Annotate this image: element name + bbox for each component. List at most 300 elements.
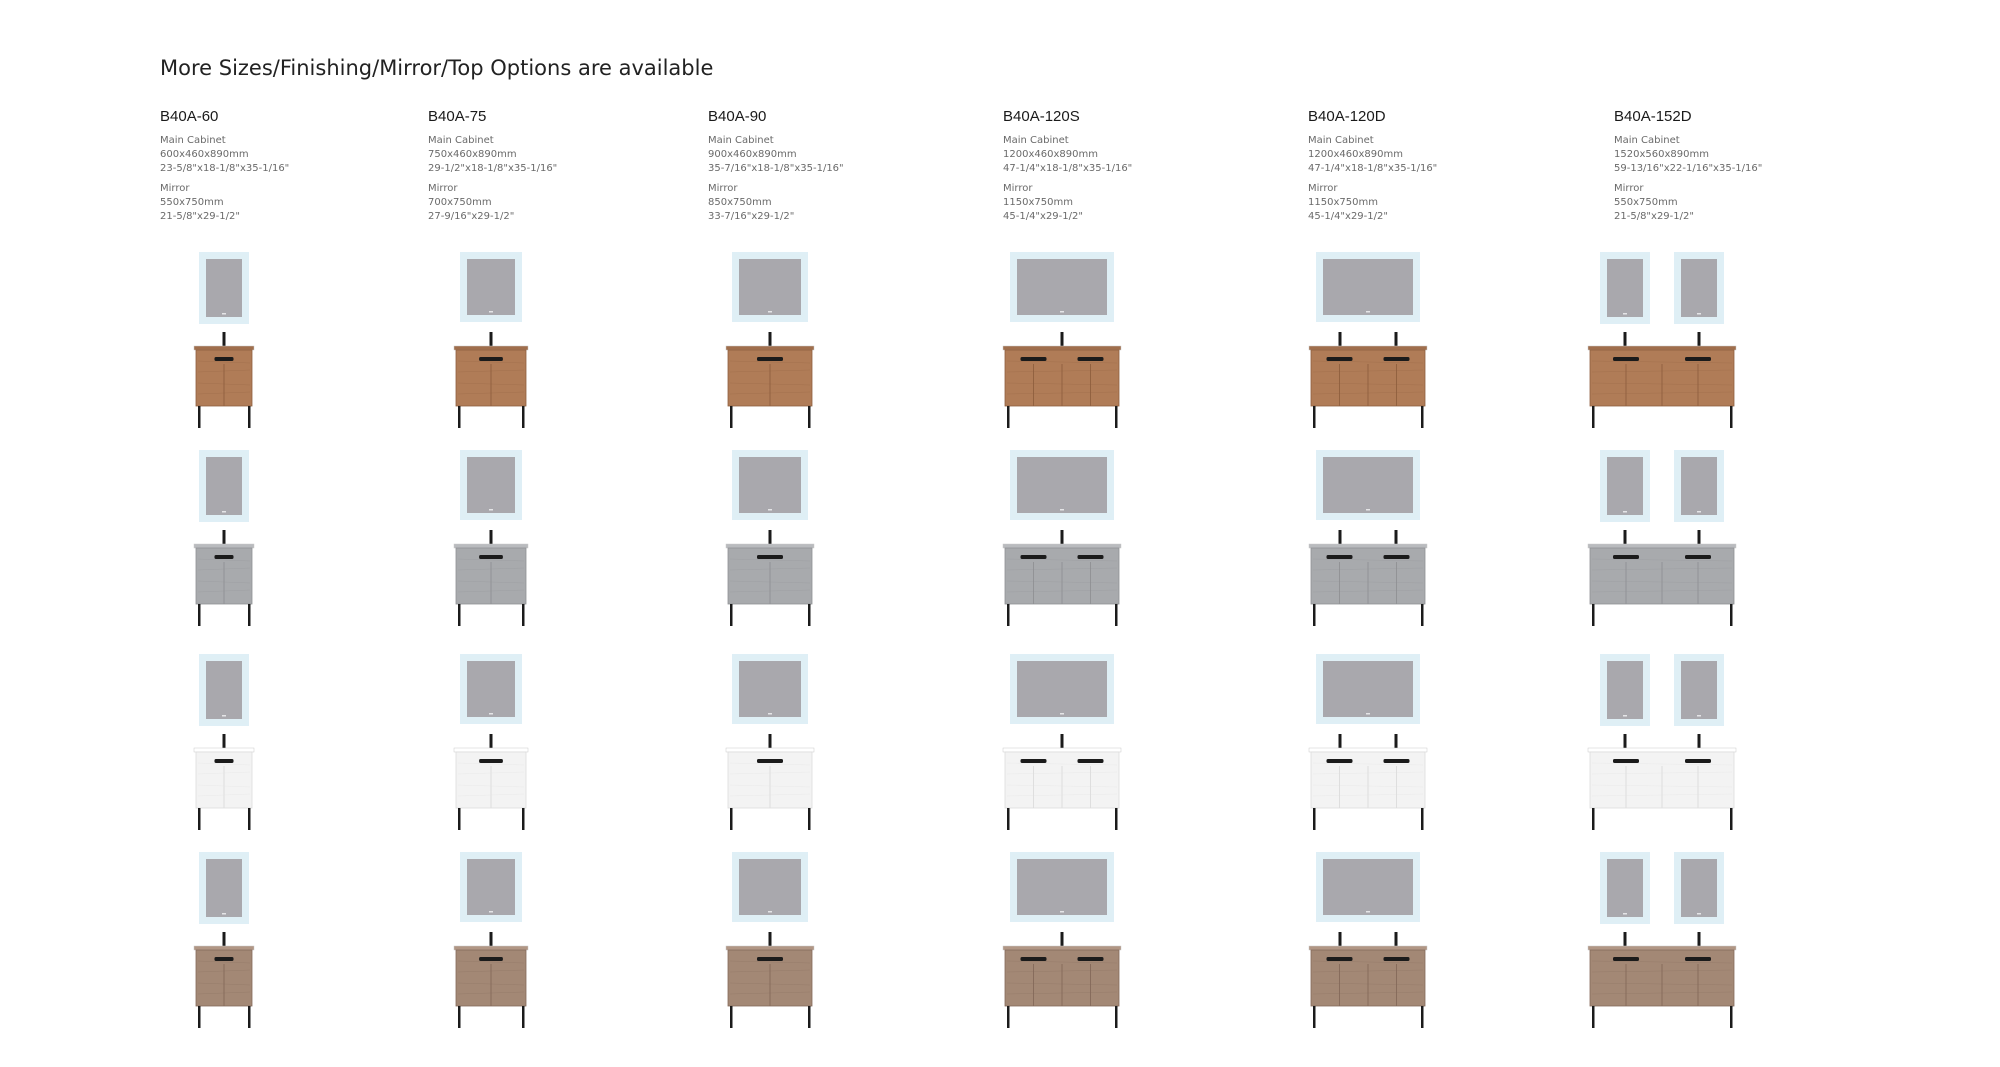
mirror-imperial: 33-7/16"x29-1/2" — [708, 211, 795, 222]
mirror-glass — [739, 259, 801, 315]
mirror-glass — [1607, 859, 1643, 917]
mirror-glass — [1681, 457, 1717, 515]
mirror-glass — [467, 661, 515, 717]
touch-sensor-icon — [768, 311, 772, 313]
cabinet-leg — [1313, 808, 1316, 830]
vanity-image-60-oak — [134, 250, 314, 440]
cabinet-leg — [1730, 604, 1733, 626]
touch-sensor-icon — [1366, 311, 1370, 313]
handle-icon — [1613, 957, 1639, 961]
faucet-icon — [1061, 530, 1064, 544]
touch-sensor-icon — [1623, 511, 1627, 513]
countertop — [1003, 946, 1121, 950]
faucet-icon — [490, 332, 493, 346]
faucet-icon — [223, 734, 226, 748]
mirror-glass — [206, 457, 242, 515]
cabinet-leg — [1007, 808, 1010, 830]
faucet-icon — [1698, 932, 1701, 946]
handle-icon — [1384, 957, 1410, 961]
faucet-icon — [223, 932, 226, 946]
faucet-icon — [1624, 332, 1627, 346]
cabinet-spec — [160, 134, 450, 176]
cabinet-imperial: 23-5/8"x18-1/8"x35-1/16" — [160, 163, 290, 174]
faucet-icon — [1339, 734, 1342, 748]
faucet-icon — [1395, 332, 1398, 346]
countertop — [726, 544, 814, 548]
countertop — [1588, 544, 1736, 548]
countertop — [1309, 346, 1427, 350]
touch-sensor-icon — [1623, 715, 1627, 717]
vanity-image-120s-driftwood — [972, 850, 1152, 1040]
handle-icon — [1613, 357, 1639, 361]
faucet-icon — [769, 734, 772, 748]
countertop — [1588, 748, 1736, 752]
faucet-icon — [1624, 530, 1627, 544]
countertop — [1588, 346, 1736, 350]
vanity-illustration — [1572, 250, 1752, 440]
vanity-illustration — [1278, 652, 1458, 842]
cabinet-metric: 1200x460x890mm — [1308, 149, 1403, 160]
vanity-illustration — [1278, 850, 1458, 1040]
cabinet-leg — [730, 406, 733, 428]
handle-icon — [1685, 957, 1711, 961]
handle-icon — [1078, 957, 1104, 961]
cabinet-leg — [1592, 406, 1595, 428]
countertop — [454, 346, 528, 350]
cabinet-leg — [248, 604, 251, 626]
cabinet-leg — [198, 406, 201, 428]
vanity-illustration — [1572, 850, 1752, 1040]
countertop — [194, 346, 254, 350]
mirror-glass — [1017, 859, 1107, 915]
vanity-illustration — [680, 250, 860, 440]
faucet-icon — [223, 530, 226, 544]
model-column-b40a-75 — [428, 108, 718, 230]
cabinet-leg — [522, 1006, 525, 1028]
cabinet-leg — [248, 1006, 251, 1028]
vanity-image-120d-oak — [1278, 250, 1458, 440]
countertop — [454, 544, 528, 548]
mirror — [1010, 450, 1114, 520]
mirror-metric: 850x750mm — [708, 197, 772, 208]
faucet-icon — [1624, 932, 1627, 946]
cabinet-leg — [1421, 406, 1424, 428]
handle-icon — [479, 957, 503, 961]
vanity-image-120s-white — [972, 652, 1152, 842]
model-name: B40A-152D — [1614, 108, 1692, 125]
cabinet-spec — [708, 134, 998, 176]
mirror-spec — [428, 182, 718, 224]
handle-icon — [1685, 555, 1711, 559]
handle-icon — [1384, 759, 1410, 763]
cabinet-leg — [198, 604, 201, 626]
touch-sensor-icon — [1366, 509, 1370, 511]
countertop — [726, 346, 814, 350]
handle-icon — [214, 759, 233, 763]
model-name: B40A-60 — [160, 108, 219, 125]
cabinet-leg — [1115, 406, 1118, 428]
vanity-illustration — [401, 448, 581, 638]
handle-icon — [1021, 555, 1047, 559]
handle-icon — [757, 357, 783, 361]
mirror — [1316, 450, 1420, 520]
cabinet-imperial: 47-1/4"x18-1/8"x35-1/16" — [1308, 163, 1438, 174]
cabinet-metric: 1200x460x890mm — [1003, 149, 1098, 160]
touch-sensor-icon — [1623, 313, 1627, 315]
vanity-image-75-oak — [401, 250, 581, 440]
handle-icon — [757, 555, 783, 559]
mirror-glass — [1323, 259, 1413, 315]
cabinet-leg — [1421, 1006, 1424, 1028]
cabinet-imperial: 29-1/2"x18-1/8"x35-1/16" — [428, 163, 558, 174]
faucet-icon — [1624, 734, 1627, 748]
touch-sensor-icon — [1697, 313, 1701, 315]
mirror-imperial: 21-5/8"x29-1/2" — [1614, 211, 1694, 222]
mirror — [1010, 252, 1114, 322]
mirror-glass — [1323, 859, 1413, 915]
mirror-imperial: 21-5/8"x29-1/2" — [160, 211, 240, 222]
mirror-label: Mirror — [1308, 183, 1338, 194]
model-column-b40a-120s — [1003, 108, 1293, 230]
cabinet-spec — [1003, 134, 1293, 176]
cabinet-metric: 1520x560x890mm — [1614, 149, 1709, 160]
mirror-glass — [1681, 259, 1717, 317]
handle-icon — [1078, 555, 1104, 559]
cabinet-label: Main Cabinet — [428, 135, 494, 146]
cabinet-leg — [808, 604, 811, 626]
mirror-metric: 1150x750mm — [1003, 197, 1073, 208]
cabinet-label: Main Cabinet — [1614, 135, 1680, 146]
cabinet-leg — [522, 808, 525, 830]
touch-sensor-icon — [1060, 311, 1064, 313]
countertop — [454, 946, 528, 950]
handle-icon — [1685, 357, 1711, 361]
faucet-icon — [1395, 530, 1398, 544]
vanity-image-120d-grey — [1278, 448, 1458, 638]
vanity-illustration — [972, 850, 1152, 1040]
touch-sensor-icon — [222, 715, 226, 717]
countertop — [194, 748, 254, 752]
handle-icon — [214, 357, 233, 361]
vanity-illustration — [1278, 448, 1458, 638]
touch-sensor-icon — [222, 511, 226, 513]
touch-sensor-icon — [1060, 911, 1064, 913]
mirror-glass — [206, 859, 242, 917]
cabinet-leg — [1730, 808, 1733, 830]
model-column-b40a-60 — [160, 108, 450, 230]
touch-sensor-icon — [1697, 511, 1701, 513]
countertop — [1003, 748, 1121, 752]
cabinet-leg — [1592, 808, 1595, 830]
model-column-b40a-120d — [1308, 108, 1598, 230]
countertop — [1588, 946, 1736, 950]
vanity-image-75-white — [401, 652, 581, 842]
cabinet-label: Main Cabinet — [1003, 135, 1069, 146]
faucet-icon — [490, 932, 493, 946]
countertop — [1003, 346, 1121, 350]
handle-icon — [757, 759, 783, 763]
mirror — [1600, 852, 1650, 924]
handle-icon — [1613, 555, 1639, 559]
handle-icon — [1021, 759, 1047, 763]
model-name: B40A-90 — [708, 108, 767, 125]
cabinet-spec — [1614, 134, 1904, 176]
mirror-glass — [1681, 661, 1717, 719]
cabinet-leg — [1592, 604, 1595, 626]
vanity-image-120s-oak — [972, 250, 1152, 440]
faucet-icon — [1339, 932, 1342, 946]
mirror-metric: 550x750mm — [160, 197, 224, 208]
faucet-icon — [1061, 332, 1064, 346]
vanity-image-90-oak — [680, 250, 860, 440]
mirror-glass — [1017, 259, 1107, 315]
vanity-illustration — [680, 652, 860, 842]
mirror-glass — [1323, 661, 1413, 717]
touch-sensor-icon — [489, 911, 493, 913]
vanity-illustration — [1278, 250, 1458, 440]
model-column-b40a-90 — [708, 108, 998, 230]
cabinet-leg — [1730, 406, 1733, 428]
cabinet-label: Main Cabinet — [1308, 135, 1374, 146]
vanity-image-152d-grey — [1572, 448, 1752, 638]
vanity-illustration — [401, 850, 581, 1040]
vanity-image-152d-oak — [1572, 250, 1752, 440]
mirror — [1600, 252, 1650, 324]
countertop — [1309, 544, 1427, 548]
cabinet-leg — [730, 1006, 733, 1028]
mirror — [460, 252, 522, 322]
handle-icon — [1078, 357, 1104, 361]
vanity-image-90-driftwood — [680, 850, 860, 1040]
touch-sensor-icon — [1697, 715, 1701, 717]
cabinet-leg — [458, 604, 461, 626]
vanity-illustration — [1572, 448, 1752, 638]
mirror — [1674, 852, 1724, 924]
model-name: B40A-75 — [428, 108, 487, 125]
cabinet-metric: 900x460x890mm — [708, 149, 797, 160]
mirror — [1674, 450, 1724, 522]
touch-sensor-icon — [222, 313, 226, 315]
touch-sensor-icon — [1366, 713, 1370, 715]
faucet-icon — [769, 932, 772, 946]
cabinet-spec — [1308, 134, 1598, 176]
faucet-icon — [1698, 530, 1701, 544]
handle-icon — [1384, 555, 1410, 559]
mirror — [1600, 450, 1650, 522]
cabinet-leg — [1115, 808, 1118, 830]
vanity-illustration — [680, 448, 860, 638]
vanity-illustration — [401, 652, 581, 842]
countertop — [194, 946, 254, 950]
cabinet-leg — [198, 1006, 201, 1028]
mirror-imperial: 27-9/16"x29-1/2" — [428, 211, 515, 222]
vanity-illustration — [972, 652, 1152, 842]
mirror — [1674, 252, 1724, 324]
mirror — [460, 852, 522, 922]
touch-sensor-icon — [1697, 913, 1701, 915]
mirror-spec — [1614, 182, 1904, 224]
countertop — [726, 748, 814, 752]
vanity-illustration — [972, 250, 1152, 440]
mirror — [460, 654, 522, 724]
mirror-glass — [1607, 661, 1643, 719]
handle-icon — [757, 957, 783, 961]
faucet-icon — [1339, 530, 1342, 544]
page-title: More Sizes/Finishing/Mirror/Top Options are available — [160, 56, 714, 80]
mirror-imperial: 45-1/4"x29-1/2" — [1003, 211, 1083, 222]
cabinet-imperial: 59-13/16"x22-1/16"x35-1/16" — [1614, 163, 1763, 174]
handle-icon — [479, 759, 503, 763]
mirror — [1316, 252, 1420, 322]
vanity-image-90-white — [680, 652, 860, 842]
mirror-metric: 550x750mm — [1614, 197, 1678, 208]
vanity-image-90-grey — [680, 448, 860, 638]
model-name: B40A-120D — [1308, 108, 1386, 125]
touch-sensor-icon — [1623, 913, 1627, 915]
cabinet-label: Main Cabinet — [708, 135, 774, 146]
mirror — [732, 852, 808, 922]
faucet-icon — [1698, 734, 1701, 748]
mirror-glass — [1681, 859, 1717, 917]
handle-icon — [1613, 759, 1639, 763]
vanity-image-60-grey — [134, 448, 314, 638]
handle-icon — [1384, 357, 1410, 361]
mirror — [199, 450, 249, 522]
cabinet-leg — [1007, 406, 1010, 428]
faucet-icon — [490, 734, 493, 748]
faucet-icon — [1395, 734, 1398, 748]
vanity-image-120d-white — [1278, 652, 1458, 842]
mirror-spec — [160, 182, 450, 224]
cabinet-leg — [248, 406, 251, 428]
cabinet-metric: 600x460x890mm — [160, 149, 249, 160]
countertop — [1309, 946, 1427, 950]
vanity-illustration — [134, 850, 314, 1040]
cabinet-metric: 750x460x890mm — [428, 149, 517, 160]
mirror — [199, 654, 249, 726]
cabinet-leg — [1421, 604, 1424, 626]
vanity-image-60-white — [134, 652, 314, 842]
mirror-spec — [708, 182, 998, 224]
cabinet-leg — [1007, 604, 1010, 626]
mirror-glass — [1017, 457, 1107, 513]
mirror-glass — [739, 859, 801, 915]
mirror — [1316, 852, 1420, 922]
faucet-icon — [769, 332, 772, 346]
handle-icon — [214, 957, 233, 961]
vanity-image-120d-driftwood — [1278, 850, 1458, 1040]
touch-sensor-icon — [489, 713, 493, 715]
cabinet-leg — [1730, 1006, 1733, 1028]
mirror-metric: 1150x750mm — [1308, 197, 1378, 208]
mirror — [1010, 852, 1114, 922]
faucet-icon — [769, 530, 772, 544]
cabinet-leg — [730, 808, 733, 830]
mirror — [732, 450, 808, 520]
cabinet-leg — [248, 808, 251, 830]
vanity-illustration — [134, 652, 314, 842]
handle-icon — [1685, 759, 1711, 763]
mirror-label: Mirror — [1003, 183, 1033, 194]
vanity-image-75-driftwood — [401, 850, 581, 1040]
touch-sensor-icon — [222, 913, 226, 915]
mirror-glass — [739, 661, 801, 717]
mirror — [1600, 654, 1650, 726]
handle-icon — [479, 555, 503, 559]
cabinet-leg — [458, 808, 461, 830]
cabinet-leg — [1313, 406, 1316, 428]
mirror-spec — [1308, 182, 1598, 224]
faucet-icon — [1698, 332, 1701, 346]
faucet-icon — [1061, 734, 1064, 748]
handle-icon — [1327, 555, 1353, 559]
cabinet-leg — [808, 406, 811, 428]
handle-icon — [1327, 357, 1353, 361]
vanity-illustration — [134, 250, 314, 440]
touch-sensor-icon — [489, 509, 493, 511]
mirror-glass — [206, 661, 242, 719]
model-name: B40A-120S — [1003, 108, 1080, 125]
faucet-icon — [1061, 932, 1064, 946]
handle-icon — [1327, 957, 1353, 961]
cabinet-leg — [1592, 1006, 1595, 1028]
cabinet-leg — [1421, 808, 1424, 830]
mirror — [732, 654, 808, 724]
handle-icon — [1021, 357, 1047, 361]
cabinet-label: Main Cabinet — [160, 135, 226, 146]
faucet-icon — [1395, 932, 1398, 946]
mirror-spec — [1003, 182, 1293, 224]
mirror-metric: 700x750mm — [428, 197, 492, 208]
vanity-image-120s-grey — [972, 448, 1152, 638]
vanity-image-152d-white — [1572, 652, 1752, 842]
mirror — [199, 852, 249, 924]
cabinet-leg — [1313, 604, 1316, 626]
countertop — [726, 946, 814, 950]
handle-icon — [1021, 957, 1047, 961]
mirror-label: Mirror — [708, 183, 738, 194]
vanity-illustration — [1572, 652, 1752, 842]
faucet-icon — [490, 530, 493, 544]
mirror-glass — [1017, 661, 1107, 717]
vanity-image-152d-driftwood — [1572, 850, 1752, 1040]
touch-sensor-icon — [768, 713, 772, 715]
mirror — [199, 252, 249, 324]
cabinet-leg — [1313, 1006, 1316, 1028]
cabinet-imperial: 35-7/16"x18-1/8"x35-1/16" — [708, 163, 844, 174]
handle-icon — [1078, 759, 1104, 763]
cabinet-leg — [808, 1006, 811, 1028]
cabinet-leg — [522, 604, 525, 626]
vanity-illustration — [680, 850, 860, 1040]
mirror-label: Mirror — [1614, 183, 1644, 194]
cabinet-leg — [1007, 1006, 1010, 1028]
vanity-image-60-driftwood — [134, 850, 314, 1040]
touch-sensor-icon — [1060, 713, 1064, 715]
mirror — [732, 252, 808, 322]
mirror-glass — [739, 457, 801, 513]
mirror-label: Mirror — [160, 183, 190, 194]
touch-sensor-icon — [1060, 509, 1064, 511]
countertop — [1003, 544, 1121, 548]
mirror — [1316, 654, 1420, 724]
mirror-glass — [467, 259, 515, 315]
mirror — [1010, 654, 1114, 724]
cabinet-leg — [198, 808, 201, 830]
countertop — [454, 748, 528, 752]
mirror-glass — [467, 457, 515, 513]
mirror-glass — [1607, 457, 1643, 515]
